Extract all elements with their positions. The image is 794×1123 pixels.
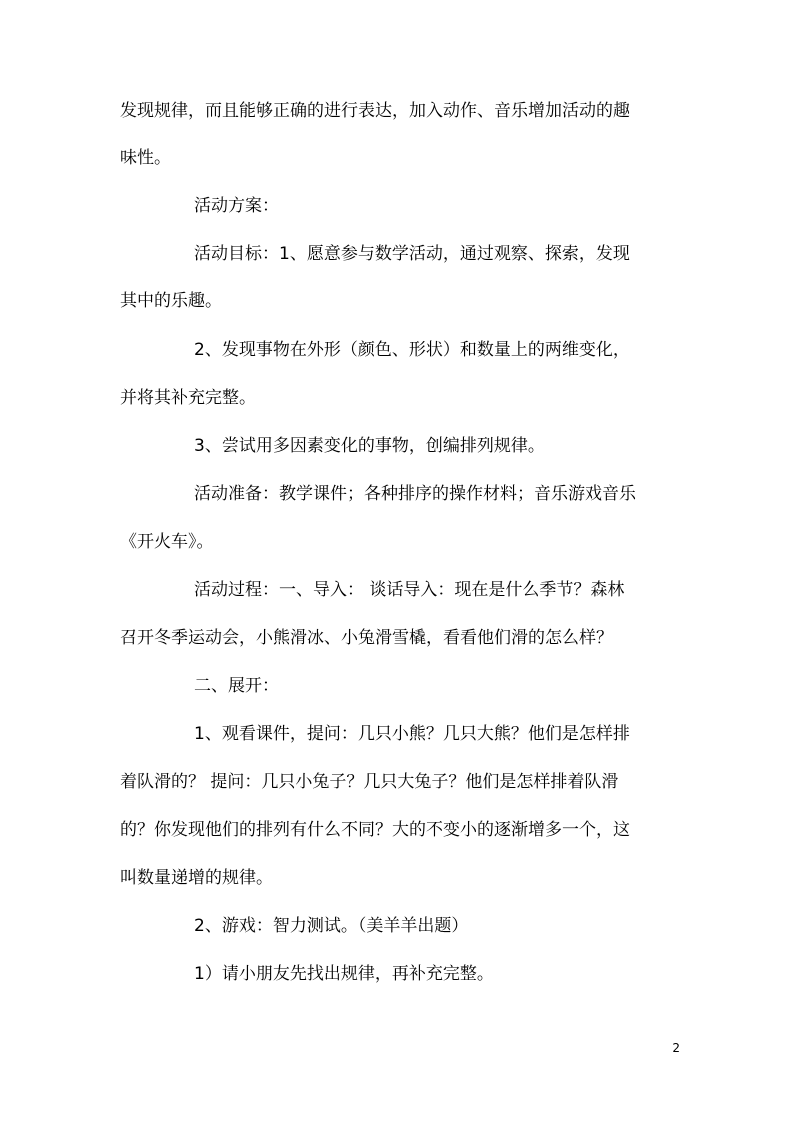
text-line: 1、观看课件，提问：几只小熊？几只大熊？他们是怎样排	[194, 724, 630, 744]
text-line: 并将其补充完整。	[120, 388, 256, 408]
text-line: 2、游戏：智力测试。（美羊羊出题）	[194, 916, 469, 936]
section-heading: 活动方案：	[194, 196, 279, 216]
text-line: 活动准备：教学课件；各种排序的操作材料；音乐游戏音乐	[194, 484, 636, 504]
text-line: 2、发现事物在外形（颜色、形状）和数量上的两维变化，	[194, 340, 630, 360]
text-line: 召开冬季运动会，小熊滑冰、小兔滑雪橇，看看他们滑的怎么样？	[120, 628, 613, 648]
text-line: 发现规律，而且能够正确的进行表达，加入动作、音乐增加活动的趣	[120, 101, 630, 121]
text-line: 3、尝试用多因素变化的事物，创编排列规律。	[194, 436, 545, 456]
text-line: 味性。	[120, 148, 171, 168]
text-line: 叫数量递增的规律。	[120, 868, 273, 888]
text-line: 活动目标：1、愿意参与数学活动，通过观察、探索，发现	[194, 244, 630, 264]
text-line: 《开火车》。	[120, 532, 214, 552]
text-line: 着队滑的？ 提问：几只小兔子？几只大兔子？他们是怎样排着队滑	[120, 772, 619, 792]
text-line: 的？你发现他们的排列有什么不同？大的不变小的逐渐增多一个，这	[120, 820, 630, 840]
page-number: 2	[672, 1041, 680, 1055]
section-heading: 二、展开：	[194, 676, 279, 696]
text-line: 活动过程：一、导入： 谈话导入：现在是什么季节？森林	[194, 580, 625, 600]
text-line: 其中的乐趣。	[120, 291, 222, 311]
text-line: 1）请小朋友先找出规律，再补充完整。	[194, 964, 494, 984]
